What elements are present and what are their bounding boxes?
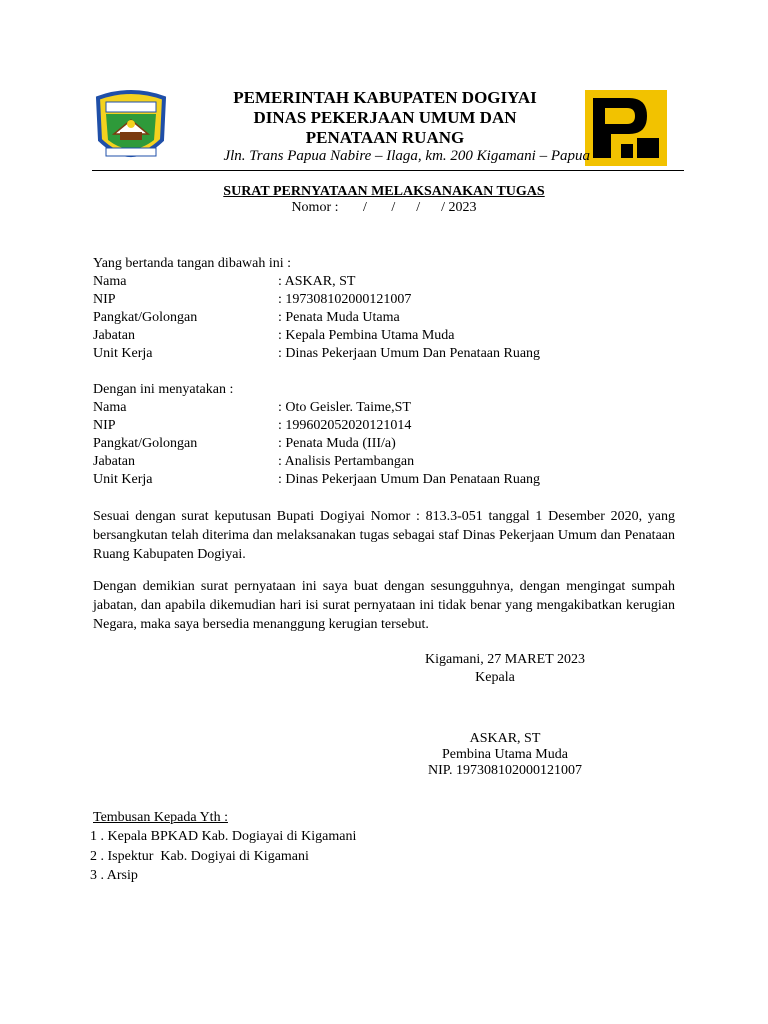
signer-label: Pangkat/Golongan [93, 310, 198, 325]
subject-value: : Analisis Pertambangan [278, 454, 415, 469]
letterhead-line3: PENATAAN RUANG [305, 128, 465, 147]
cc-item: 2 . Ispektur Kab. Dogiyai di Kigamani [90, 849, 309, 864]
signature-place-date: Kigamani, 27 MARET 2023 [425, 652, 585, 667]
signature-nip: NIP. 197308102000121007 [427, 763, 582, 778]
signer-label: Nama [93, 274, 127, 289]
subject-value: : 199602052020121014 [278, 418, 412, 433]
signature-rank: Pembina Utama Muda [442, 747, 568, 762]
signer-label: NIP [93, 292, 116, 307]
subject-label: Pangkat/Golongan [93, 436, 198, 451]
subject-value: : Oto Geisler. Taime,ST [278, 400, 411, 415]
letterhead-divider [92, 170, 684, 171]
signer-value: : Penata Muda Utama [278, 310, 400, 325]
subject-value: : Penata Muda (III/a) [278, 436, 396, 451]
signer-value: : ASKAR, ST [278, 274, 356, 289]
signer-label: Jabatan [93, 328, 135, 343]
letterhead-line1: PEMERINTAH KABUPATEN DOGIYAI [233, 88, 537, 107]
signature-name: ASKAR, ST [469, 731, 541, 746]
document-number: Nomor : / / / / 2023 [291, 200, 477, 215]
signer-label: Unit Kerja [93, 346, 153, 361]
regency-emblem-logo [92, 88, 170, 166]
subject-intro: Dengan ini menyatakan : [93, 382, 234, 397]
signer-value: : Dinas Pekerjaan Umum Dan Penataan Ruang [278, 346, 541, 361]
document-title: SURAT PERNYATAAN MELAKSANAKAN TUGAS [223, 184, 545, 199]
signer-intro: Yang bertanda tangan dibawah ini : [93, 256, 292, 271]
letterhead-address: Jln. Trans Papua Nabire – Ilaga, km. 200 Kigamani – Papua [223, 148, 590, 164]
cc-item: 1 . Kepala BPKAD Kab. Dogiayai di Kigamani [90, 829, 357, 844]
signature-position: Kepala [475, 670, 515, 685]
pu-logo [585, 90, 667, 166]
subject-label: Nama [93, 400, 127, 415]
cc-item: 3 . Arsip [90, 868, 138, 883]
letterhead-line2: DINAS PEKERJAAN UMUM DAN [253, 108, 517, 127]
signer-value: : Kepala Pembina Utama Muda [278, 328, 455, 343]
body-paragraph-statement: Dengan demikian surat pernyataan ini saya buat dengan sesungguhnya, dengan mengingat sumpah jabatan, dan apabila dikemudian hari isi surat pernyataan ini tidak benar yang mengakibatkan kerugian Negara, maka saya bersedia menanggung kerugian tersebut. [93, 579, 675, 632]
subject-value: : Dinas Pekerjaan Umum Dan Penataan Ruang [278, 472, 541, 487]
subject-label: Unit Kerja [93, 472, 153, 487]
subject-label: NIP [93, 418, 116, 433]
body-paragraph-decree: Sesuai dengan surat keputusan Bupati Dogiyai Nomor : 813.3-051 tanggal 1 Desember 2020, yang bersangkutan telah diterima dan melaksanakan tugas sebagai staf Dinas Pekerjaan Umum dan Penataan Ruang Kabupaten Dogiyai. [93, 509, 675, 562]
cc-heading: Tembusan Kepada Yth : [93, 810, 228, 825]
subject-label: Jabatan [93, 454, 135, 469]
signer-value: : 197308102000121007 [278, 292, 412, 307]
